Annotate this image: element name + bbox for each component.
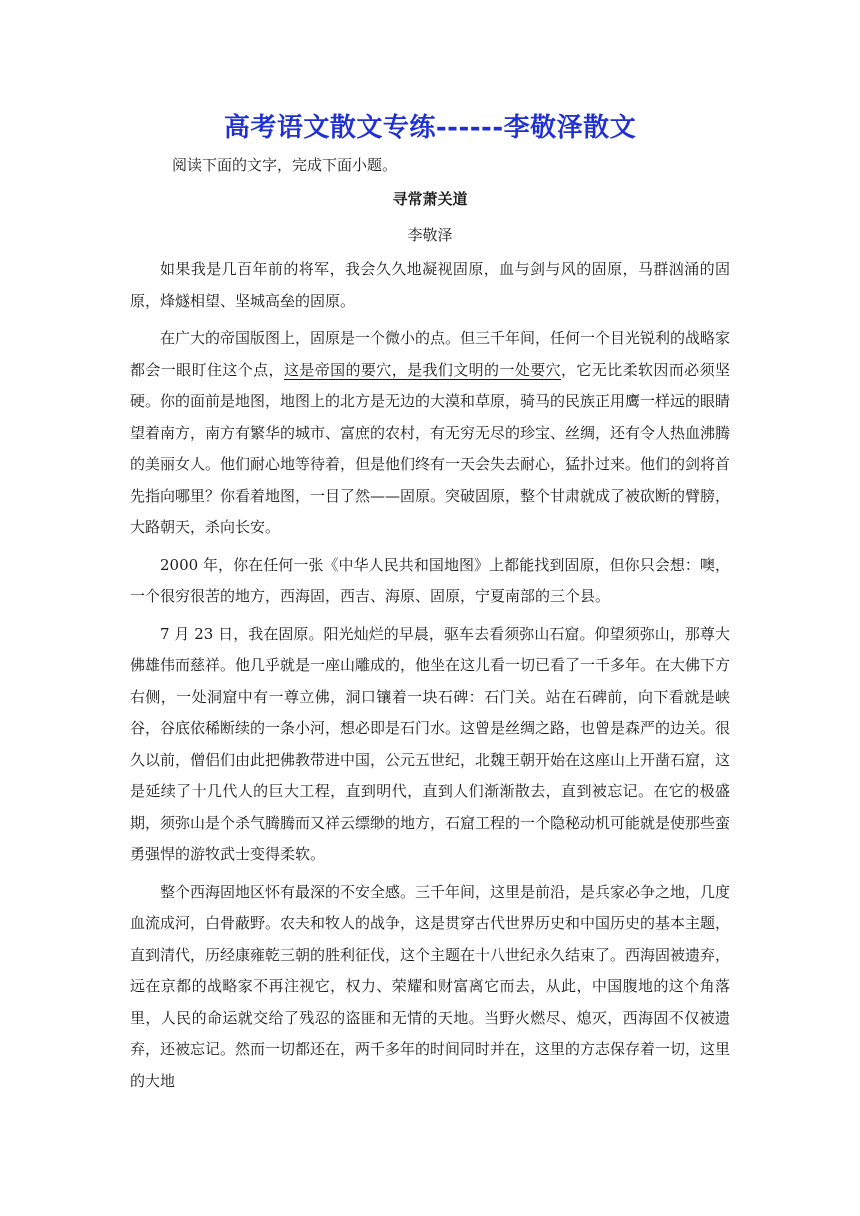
- paragraph: 7 月 23 日，我在固原。阳光灿烂的早晨，驱车去看须弥山石窟。仰望须弥山，那尊大佛雄伟而慈祥。他几乎就是一座山雕成的，他坐在这儿看一切已看了一千多年。在大佛下方右侧，一处洞窟中有一尊立佛，洞口镶着一块石碑：石门关。站在石碑前，向下看就是峡谷，谷底依稀断续的一条小河，想必即是石门水。这曾是丝绸之路，也曾是森严的边关。很久以前，僧侣们由此把佛教带进中国，公元五世纪，北魏王朝开始在这座山上开凿石窟，这是延续了十几代人的巨大工程，直到明代，直到人们渐渐散去，直到被忘记。在它的极盛期，须弥山是个杀气腾腾而又祥云缥缈的地方，石窟工程的一个隐秘动机可能就是使那些蛮勇强悍的游牧武士变得柔软。: [130, 624, 731, 863]
- paragraph: 整个西海固地区怀有最深的不安全感。三千年间，这里是前沿，是兵家必争之地，几度血流成河，白骨蔽野。农夫和牧人的战争，这是贯穿古代世界历史和中国历史的基本主题，直到清代，历经康雍乾三朝的胜利征伐，这个主题在十八世纪永久结束了。西海固被遗弃，远在京都的战略家不再注视它，权力、荣耀和财富离它而去，从此，中国腹地的这个角落里，人民的命运就交给了残忍的盗匪和无情的天地。当野火燃尽、熄灭，西海固不仅被遗弃，还被忘记。然而一切都还在，两千多年的时间同时并在，这里的方志保存着一切，这里的大地: [130, 882, 731, 1090]
- paragraph-text: ，它无比柔软因而必须坚硬。你的面前是地图，地图上的北方是无边的大漠和草原，骑马的民族正用鹰一样远的眼睛望着南方，南方有繁华的城市、富庶的农村，有无穷无尽的珍宝、丝绸，还有令人热血沸腾的美丽女人。他们耐心地等待着，但是他们终有一天会失去耐心，猛扑过来。他们的剑将首先指向哪里？你看着地图，一目了然——固原。突破固原，整个甘肃就成了被砍断的臂膀，大路朝天，杀向长安。: [130, 360, 731, 536]
- paragraph-text: 在广大的帝国版图上，固原是一个微小的点。但三千年间，任何一个目光锐利的战略家都会一眼盯住这个点，: [130, 329, 731, 379]
- essay-title: 寻常萧关道: [392, 190, 468, 208]
- paragraph: 如果我是几百年前的将军，我会久久地凝视固原，血与剑与风的固原，马群汹涌的固原，烽燧相望、坚城高垒的固原。: [130, 260, 730, 310]
- essay-body: [130, 254, 730, 1103]
- instruction-text: 阅读下面的文字，完成下面小题。: [172, 156, 398, 174]
- underlined-sentence: 这是帝国的要穴，是我们文明的一处要穴: [283, 360, 562, 379]
- document-title: 高考语文散文专练------李敬泽散文: [223, 113, 637, 143]
- paragraph: 2000 年，你在任何一张《中华人民共和国地图》上都能找到固原，但你只会想：噢，一个很穷很苦的地方，西海固，西吉、海原、固原，宁夏南部的三个县。: [130, 555, 730, 605]
- paragraph: [130, 323, 730, 544]
- author-name: 李敬泽: [407, 226, 453, 244]
